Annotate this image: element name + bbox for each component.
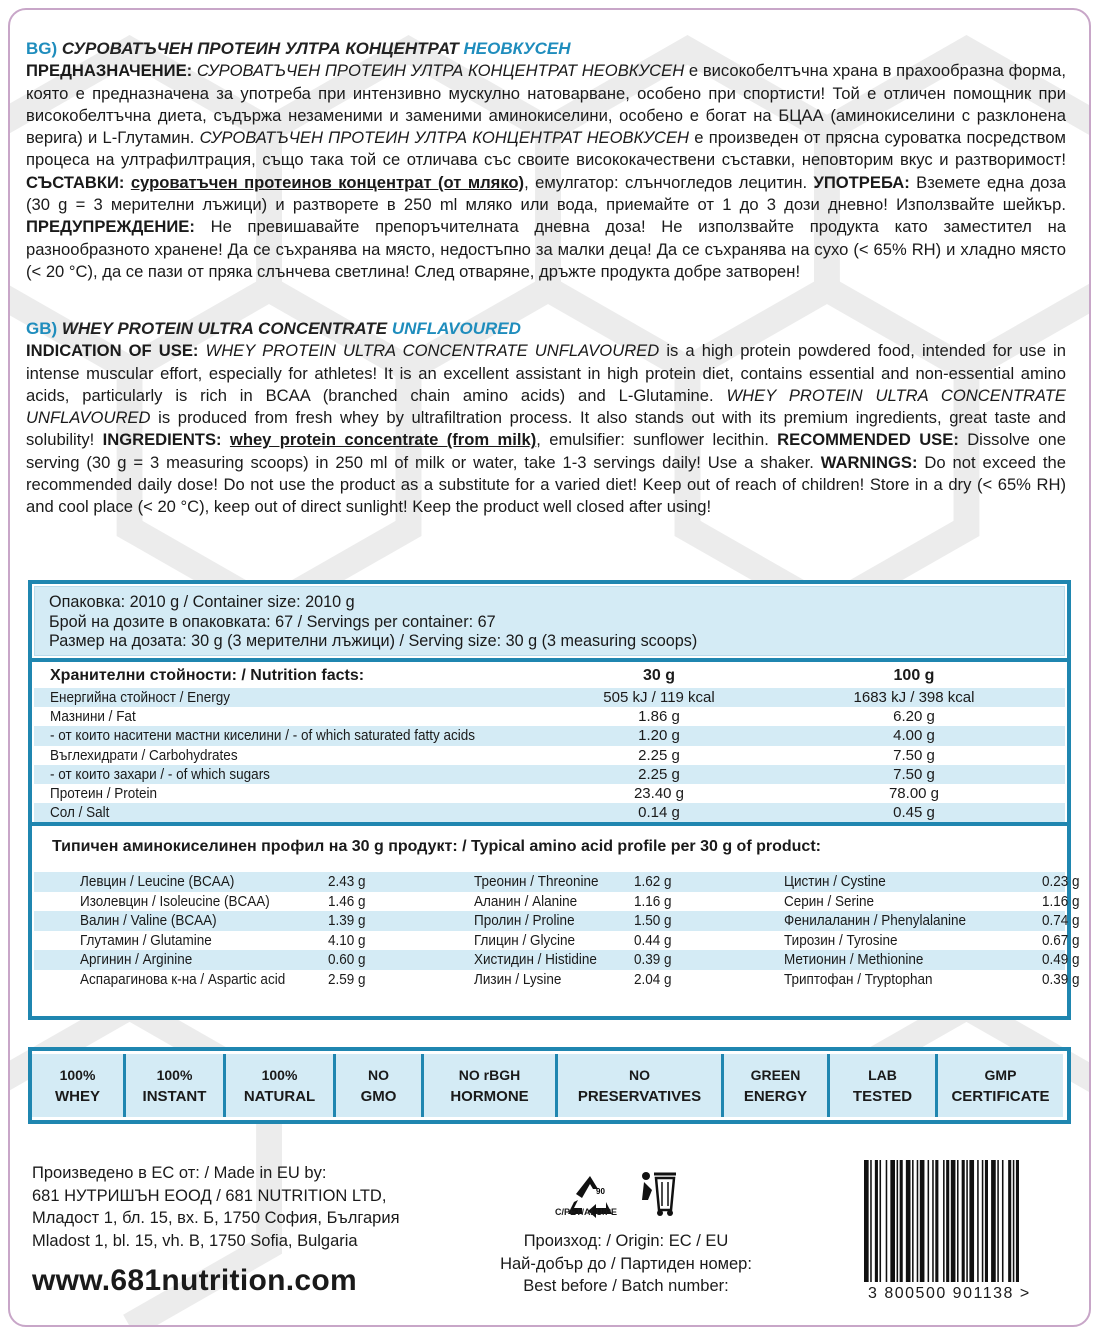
amino-acid-name: Тирозин / Tyrosine [784,931,898,949]
amino-acid-table [34,828,1080,1014]
barcode-bar [951,1160,956,1282]
badge-line2: WHEY [55,1087,100,1105]
amino-acid-name: Серин / Serine [784,892,875,910]
amino-acid-name: Пролин / Proline [474,912,575,929]
nutrition-header: Хранителни стойности: / Nutrition facts: [50,667,365,684]
amino-row [34,872,1080,892]
amino-acid-value: 0.67 g [1042,931,1080,949]
bg-ingredients-rest: , емулгатор: слънчогледов лецитин. [524,172,808,192]
nutrient-name: Протеин / Protein [50,784,157,802]
nutrition-facts-table [34,664,1065,824]
nutrient-name: Въглехидрати / Carbohydrates [50,746,238,764]
amino-acid-name: Изолевцин / Isoleucine (BCAA) [80,892,270,910]
bg-purpose-text-2: е произведен от прясна суроватка посредством процеса на ултрафилтрация, също така той се отличава със своите висококачествени съставки, неповторим вкус и разтворимост! [26,128,1066,170]
badge-whey [32,1054,126,1117]
barcode-number: 3 800500 901138 > [868,1285,1031,1302]
bg-title-flavour: НЕОВКУСЕН [463,39,571,58]
amino-acid-name: Лизин / Lysine [474,970,562,988]
badge-line2: HORMONE [450,1087,529,1105]
amino-row [34,911,1080,931]
amino-acid-name: Валин / Valine (BCAA) [80,912,217,929]
serving-size: Размер на дозата: 30 g (3 мерителни лъжици) / Serving size: 30 g (3 measuring scoops) [49,632,698,650]
amino-acid-name: Хистидин / Histidine [474,951,597,968]
badge-energy [724,1054,830,1117]
barcode-bar [985,1160,988,1282]
servings-per-container: Брой на дозите в опаковката: 67 / Servings per container: 67 [49,612,496,631]
website-url: www.681nutrition.com [32,1264,357,1297]
nutrient-value-100g: 6.20 g [893,708,935,726]
barcode-bar [890,1160,895,1282]
badge-line1: NO [368,1066,389,1083]
bg-usage-label: УПОТРЕБА: [813,172,910,192]
nutrition-header-row [34,664,1065,688]
badge-line2: CERTIFICATE [951,1087,1050,1105]
badge-line1: NO rBGH [458,1066,521,1083]
barcode-bar [1008,1160,1011,1282]
bg-ingredients-main: суроватъчен протеинов концентрат (от мляко) [130,172,525,192]
bg-warning-label: ПРЕДУПРЕЖДЕНИЕ: [26,217,195,237]
barcode-bar [920,1160,925,1282]
barcode-bar [935,1160,938,1282]
gb-product-name-2: WHEY PROTEIN ULTRA CONCENTRATE UNFLAVOURED [26,385,1066,428]
nutrition-row [34,765,1065,784]
gb-warning-label: WARNINGS: [820,452,918,472]
amino-acid-value: 0.23 g [1042,873,1080,890]
barcode-bar [932,1160,934,1282]
nutrition-row [34,803,1065,822]
badge-certificate [938,1054,1063,1117]
barcode-bar [1016,1160,1019,1282]
manufacturer-info [32,1162,400,1252]
amino-row [34,950,1080,970]
amino-row [34,970,1080,990]
nutrition-row [34,688,1065,707]
badge-line2: NATURAL [243,1087,316,1105]
quality-badges [28,1047,1071,1124]
barcode-bar [997,1160,999,1282]
nutrient-value-100g: 7.50 g [893,746,935,764]
barcode-bar [917,1160,919,1282]
barcode-bar [991,1160,996,1282]
amino-acid-name: Аргинин / Arginine [80,951,193,968]
amino-acid-name: Аланин / Alanine [474,892,578,910]
bg-usage-text: Вземете една доза (30 g = 3 мерителни лъжици) и разтворете в 250 ml мляко или вода, приемайте от 1 до 3 дози дневно! Използвайте шейкър. [26,172,1066,215]
amino-acid-value: 1.16 g [1042,892,1080,910]
badge-tested [830,1054,938,1117]
barcode-bar [886,1160,888,1282]
nutrient-value-30g: 0.14 g [638,804,680,822]
origin-country: Произход: / Origin: ЕС / EU [523,1232,729,1250]
origin-info [476,1230,776,1298]
amino-acid-name: Аспарагинова к-на / Aspartic acid [80,970,286,988]
badge-instant [126,1054,226,1117]
manufacturer-name: 681 НУТРИШЪН ЕООД / 681 NUTRITION LTD, [32,1186,387,1205]
amino-acid-value: 0.39 g [634,951,672,968]
gb-ingredients-rest: , emulsifier: sunflower lecithin. [536,430,769,450]
gb-indication-text-2: is produced from fresh whey by ultrafiltration process. It also stands out with its premium ingredients, great taste and solubility! [26,408,1066,450]
bg-ingredients-label: СЪСТАВКИ: [26,172,125,192]
bg-title-prefix: BG) [26,39,58,58]
barcode-bar [969,1160,974,1282]
barcode-bar [977,1160,979,1282]
amino-acid-value: 1.46 g [328,892,366,910]
barcode [862,1160,1060,1286]
barcode-bar [880,1160,882,1282]
amino-row [34,892,1080,912]
gb-indication-text: is a high protein powdered food, intended for use in intense muscular effort, especially for athletes! It is an excellent assistant in high protein diet, contains essential and non-essential amino acids, particularly is rich in BCAA (branched chain amino acids) and L-Glutamine. [26,341,1066,405]
amino-acid-value: 0.49 g [1042,951,1080,968]
amino-acid-name: Треонин / Threonine [474,873,599,890]
barcode-bar [982,1160,984,1282]
gb-indication-label: INDICATION OF USE: [26,341,199,361]
amino-acid-value: 1.50 g [634,912,672,929]
manufacturer-address-bg: Младост 1, бл. 15, вх. Б, 1750 София, България [32,1209,400,1227]
amino-acid-value: 0.60 g [328,951,366,968]
amino-acid-value: 1.62 g [634,873,672,890]
divider [32,658,1067,662]
badge-line2: PRESERVATIVES [577,1087,702,1105]
nutrient-name: - от които наситени мастни киселини / - of which saturated fatty acids [50,727,476,745]
amino-acid-value: 2.04 g [634,970,672,988]
amino-acid-value: 1.39 g [328,912,366,929]
nutrient-name: Енергийна стойност / Energy [50,689,230,706]
badge-preservatives [558,1054,724,1117]
nutrient-value-30g: 23.40 g [633,784,685,802]
recycle-material-label: C/PET/ALU/PE [555,1207,618,1217]
bg-title [26,38,1066,60]
badge-line2: INSTANT [142,1087,207,1105]
badge-hormone [424,1054,558,1117]
badge-gmo [336,1054,424,1117]
nutrient-name: - от които захари / - of which sugars [50,765,270,783]
badge-line1: 100% [156,1066,193,1083]
gb-usage-text: Dissolve one serving (30 g = 3 measuring scoops) in 250 ml of milk or water, take 1-3 servings daily! Use a shaker. [26,430,1066,472]
amino-acid-name: Триптофан / Tryptophan [784,970,933,988]
barcode-bar [1002,1160,1004,1282]
bg-purpose-label: ПРЕДНАЗНАЧЕНИЕ: [26,61,193,81]
package-info [34,586,1065,656]
barcode-bar [928,1160,930,1282]
barcode-bar [875,1160,878,1282]
amino-acid-name: Глицин / Glycine [474,931,575,949]
bg-warning-text: Не превишавайте препоръчителната дневна доза! Не използвайте продукта като заместител на разнообразното хранене! Да се съхранява на място, недостъпно за малки деца! Да се съхранява на сухо (< 65% RH) и хладно място (< 20 °C), да се пази от пряка слънчева светлина! След отваряне, дръжте продукта добре затворен! [26,217,1066,281]
nutrient-value-30g: 2.25 g [638,765,680,783]
gb-title-main: WHEY PROTEIN ULTRA CONCENTRATE [61,319,388,338]
nutrition-col-100g: 100 g [893,667,935,684]
barcode-bar [943,1160,945,1282]
barcode-bar [900,1160,903,1282]
bg-purpose-text: е високобелтъчна храна в прахообразна форма, която е предназначена за употреба при интензивно мускулно натоварване, особено при спортисти! Той е отличен помощник при високобелтъчна диета, съдържа незаменими и заменими аминокиселини, особено е богат на БЦАА (аминокиселини с разклонена верига) и L-Глутамин. [26,61,1066,148]
barcode-bar [962,1160,965,1282]
badge-natural [226,1054,336,1117]
badge-line1: GMP [984,1066,1017,1083]
nutrition-row [34,784,1065,803]
amino-acid-value: 2.43 g [328,873,366,890]
nutrient-value-100g: 78.00 g [888,784,940,802]
amino-acid-name: Метионин / Methionine [784,951,924,968]
amino-acid-value: 4.10 g [328,931,366,949]
barcode-bar [912,1160,914,1282]
barcode-bar [870,1160,872,1282]
nutrient-value-100g: 4.00 g [893,727,935,745]
nutrition-row [34,746,1065,765]
bg-description [26,38,1066,283]
gb-product-name: WHEY PROTEIN ULTRA CONCENTRATE UNFLAVOURED [205,341,660,361]
nutrient-value-100g: 0.45 g [893,804,935,822]
barcode-bar [946,1160,949,1282]
amino-acid-value: 1.16 g [634,892,672,910]
badge-line1: GREEN [750,1066,801,1083]
nutrient-value-100g: 7.50 g [893,765,935,783]
amino-acid-value: 0.74 g [1042,912,1080,929]
best-before-en: Best before / Batch number: [523,1277,729,1295]
recycle-code: 90 [596,1187,605,1196]
nutrient-value-30g: 505 kJ / 119 kcal [603,689,715,706]
badge-line2: TESTED [852,1087,913,1105]
bg-body [26,60,1066,283]
bg-title-main: СУРОВАТЪЧЕН ПРОТЕИН УЛТРА КОНЦЕНТРАТ [61,39,459,58]
bg-product-name-2: СУРОВАТЪЧЕН ПРОТЕИН УЛТРА КОНЦЕНТРАТ НЕОВКУСЕН [199,128,690,148]
badge-line2: ENERGY [743,1087,808,1105]
gb-description [26,318,1066,519]
amino-acid-value: 0.44 g [634,931,672,949]
amino-acid-name: Фенилаланин / Phenylalanine [784,912,967,929]
nutrient-value-30g: 1.20 g [638,727,680,745]
badge-line1: LAB [868,1066,897,1083]
gb-usage-label: RECOMMENDED USE: [777,430,959,450]
package-size: Опаковка: 2010 g / Container size: 2010 g [49,593,355,611]
amino-acid-value: 2.59 g [328,970,366,988]
amino-acid-name: Левцин / Leucine (BCAA) [80,873,235,890]
nutrient-value-100g: 1683 kJ / 398 kcal [853,689,975,706]
barcode-bar [966,1160,968,1282]
gb-title [26,318,1066,340]
best-before-bg: Най-добър до / Партиден номер: [500,1254,752,1273]
gb-ingredients-label: INGREDIENTS: [102,430,222,450]
gb-body [26,340,1066,518]
nutrient-name: Сол / Salt [50,804,110,822]
badge-line1: 100% [59,1066,96,1083]
amino-acid-value: 0.39 g [1042,970,1080,988]
amino-header: Типичен аминокиселинен профил на 30 g продукт: / Typical amino acid profile per 30 g of product: [52,838,821,855]
gb-ingredients-main: whey protein concentrate (from milk) [229,430,537,450]
bg-product-name: СУРОВАТЪЧЕН ПРОТЕИН УЛТРА КОНЦЕНТРАТ НЕОВКУСЕН [196,61,685,81]
nutrient-name: Мазнини / Fat [50,708,136,726]
nutrition-row [34,707,1065,726]
badge-line2: GMO [360,1087,397,1105]
nutrition-col-30g: 30 g [642,667,675,684]
nutrient-value-30g: 2.25 g [638,746,680,764]
nutrition-row [34,726,1065,745]
divider [32,822,1067,826]
gb-title-flavour: UNFLAVOURED [391,319,521,338]
nutrient-value-30g: 1.86 g [638,708,680,726]
barcode-bar [1013,1160,1015,1282]
amino-acid-name: Глутамин / Glutamine [80,931,212,949]
barcode-bar [957,1160,959,1282]
barcode-bar [864,1160,869,1282]
trash-bin-icon [638,1166,682,1218]
amino-acid-name: Цистин / Cystine [784,873,886,890]
manufacturer-address-en: Mladost 1, bl. 15, vh. B, 1750 Sofia, Bulgaria [32,1231,358,1250]
badge-line1: 100% [261,1066,298,1083]
manufacturer-line: Произведено в ЕС от: / Made in EU by: [32,1164,327,1182]
barcode-bar [897,1160,899,1282]
gb-warning-text: Do not exceed the recommended daily dose! Do not use the product as a substitute for a varied diet! Keep out of reach of children! Store in a dry (< 65% RH) and cool place (< 20 °C), keep out of direct sunlight! Keep the product well closed after using! [26,452,1066,517]
amino-row [34,931,1080,951]
gb-title-prefix: GB) [26,319,58,338]
nutrition-panel [28,580,1080,1020]
barcode-bar [906,1160,911,1282]
badge-line1: NO [629,1066,650,1083]
